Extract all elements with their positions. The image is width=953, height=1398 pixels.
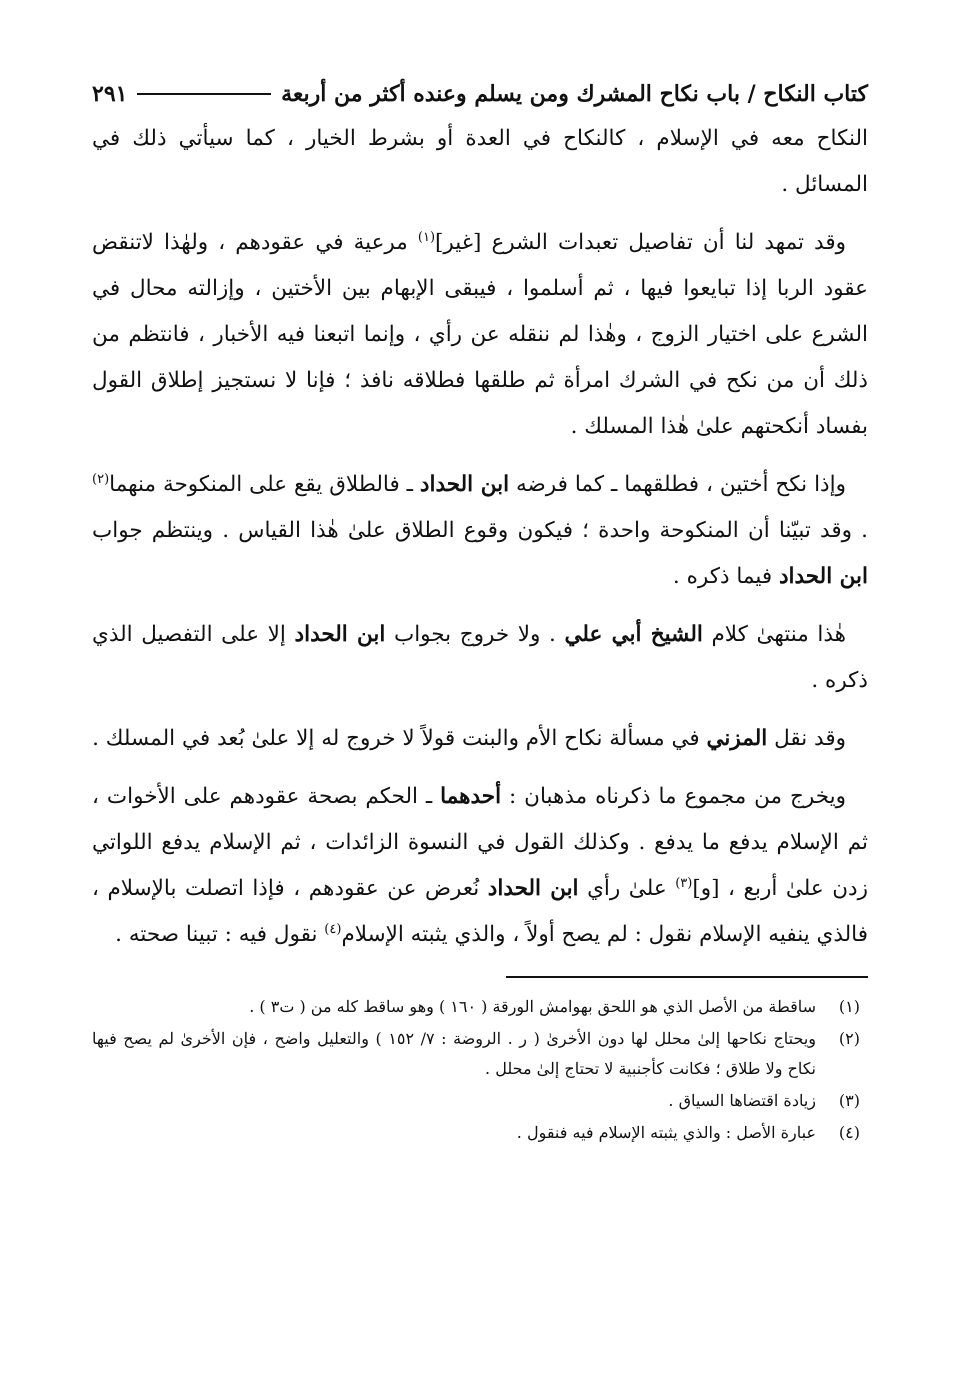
footnote-ref-4: (٤) [324, 921, 342, 937]
paragraph-3-text-c: . وقد تبيّنا أن المنكوحة واحدة ؛ فيكون وقوع الطلاق علىٰ هٰذا القياس . وينتظم جواب [92, 518, 868, 543]
footnote-ref-3: (٣) [675, 875, 693, 891]
paragraph-6-text-e: نقول فيه : تبينا صحته . [115, 922, 325, 947]
paragraph-3-text-b: ـ فالطلاق يقع على المنكوحة منهما [109, 472, 420, 497]
running-header [92, 72, 868, 116]
footnote-item [92, 1086, 868, 1116]
paragraph-6-text-b: ـ الحكم بصحة عقودهم على الأخوات ، ثم الإسلام يدفع ما يدفع . وكذلك القول في النسوة الزائدات ، ثم الإسلام يدفع اللواتي زدن علىٰ أربع ، [و] [92, 784, 868, 901]
header-title: كتاب النكاح / باب نكاح المشرك ومن يسلم وعنده أكثر من أربعة [281, 81, 868, 107]
footnote-ref-2: (٢) [92, 471, 110, 487]
paragraph-2-text-b: مرعية في عقودهم ، ولهٰذا لاتنقض عقود الربا إذا تبايعوا فيها ، ثم أسلموا ، فيبقى الإبهام بين الأختين ، وإزالته محال في الشرع على اختيار الزوج ، وهٰذا لم ننقله عن رأي ، وإنما اتبعنا فيه الأخبار ، فانتظم من ذلك أن من نكح في الشرك امرأة ثم طلقها فطلاقه نافذ ؛ فإنا لا نستجيز إطلاق القول بفساد أنكحتهم علىٰ هٰذا المسلك . [92, 230, 868, 439]
footnote-number: (٣) [838, 1091, 860, 1110]
page-number: ٢٩١ [92, 81, 128, 107]
name-al-muzani: المزني [706, 726, 768, 751]
paragraph-6-text-d: نُعرض عن عقودهم ، فإذا اتصلت بالإسلام ، فالذي ينفيه الإسلام نقول : لم يصح أولاً ، والذي يثبته الإسلام [92, 876, 868, 947]
name-ibn-al-haddad: ابن الحداد [487, 876, 579, 901]
footnote-ref-1: (١) [417, 229, 436, 245]
footnotes [92, 992, 868, 1148]
footnote-item [92, 1118, 868, 1148]
footnote-item [92, 992, 868, 1022]
name-ibn-al-haddad: ابن الحداد [778, 564, 868, 589]
page [92, 72, 868, 1150]
footnote-text: ويحتاج نكاحها إلىٰ محلل لها دون الأخرىٰ ( ر . الروضة : ٧/ ١٥٢ ) والتعليل واضح ، فإن الأخرىٰ لم يصح فيها نكاح ولا طلاق ؛ فكانت كأجنبية لا تحتاج إلىٰ محلل . [92, 1029, 817, 1078]
name-ibn-al-haddad: ابن الحداد [294, 622, 386, 647]
term-ahaduhuma: أحدهما [440, 784, 502, 809]
name-shaykh-abu-ali: الشيخ أبي علي [564, 622, 703, 647]
paragraph-5 [92, 716, 868, 762]
footnote-number: (٤) [838, 1123, 860, 1142]
paragraph-6-text-a: ويخرج من مجموع ما ذكرناه مذهبان : [501, 784, 846, 809]
paragraph-1-text: النكاح معه في الإسلام ، كالنكاح في العدة أو بشرط الخيار ، كما سيأتي ذلك في المسائل . [92, 126, 868, 197]
name-ibn-al-haddad: ابن الحداد [419, 472, 510, 497]
paragraph-6-text-c: علىٰ رأي [578, 876, 676, 901]
footnote-text: عبارة الأصل : والذي يثبته الإسلام فيه فنقول . [516, 1123, 816, 1142]
paragraph-3-text-d: فيما ذكره . [672, 564, 779, 589]
footnote-text: ساقطة من الأصل الذي هو اللحق بهوامش الورقة ( ١٦٠ ) وهو ساقط كله من ( ت٣ ) . [249, 997, 816, 1016]
paragraph-5-text-b: في مسألة نكاح الأم والبنت قولاً لا خروج له إلا علىٰ بُعد في المسلك . [92, 726, 707, 751]
paragraph-4 [92, 612, 868, 704]
paragraph-3-text-a: وإذا نكح أختين ، فطلقهما ـ كما فرضه [509, 472, 846, 497]
paragraph-2 [92, 220, 868, 450]
footnote-text: زيادة اقتضاها السياق . [668, 1091, 816, 1110]
paragraph-3 [92, 462, 868, 600]
paragraph-1 [92, 116, 868, 208]
header-rule [137, 93, 271, 95]
paragraph-5-text-a: وقد نقل [767, 726, 846, 751]
paragraph-4-text-a: هٰذا منتهىٰ كلام [702, 622, 846, 647]
footnote-number: (١) [838, 997, 860, 1016]
paragraph-4-text-c: إلا على التفصيل الذي ذكره . [92, 622, 868, 693]
footnote-number: (٢) [838, 1029, 860, 1048]
paragraph-4-text-b: . ولا خروج بجواب [385, 622, 565, 647]
paragraph-6 [92, 774, 868, 958]
paragraph-2-text-a: وقد تمهد لنا أن تفاصيل تعبدات الشرع [غير] [435, 230, 846, 255]
footnote-item [92, 1024, 868, 1084]
main-text [92, 116, 868, 958]
footnote-separator [506, 976, 868, 978]
